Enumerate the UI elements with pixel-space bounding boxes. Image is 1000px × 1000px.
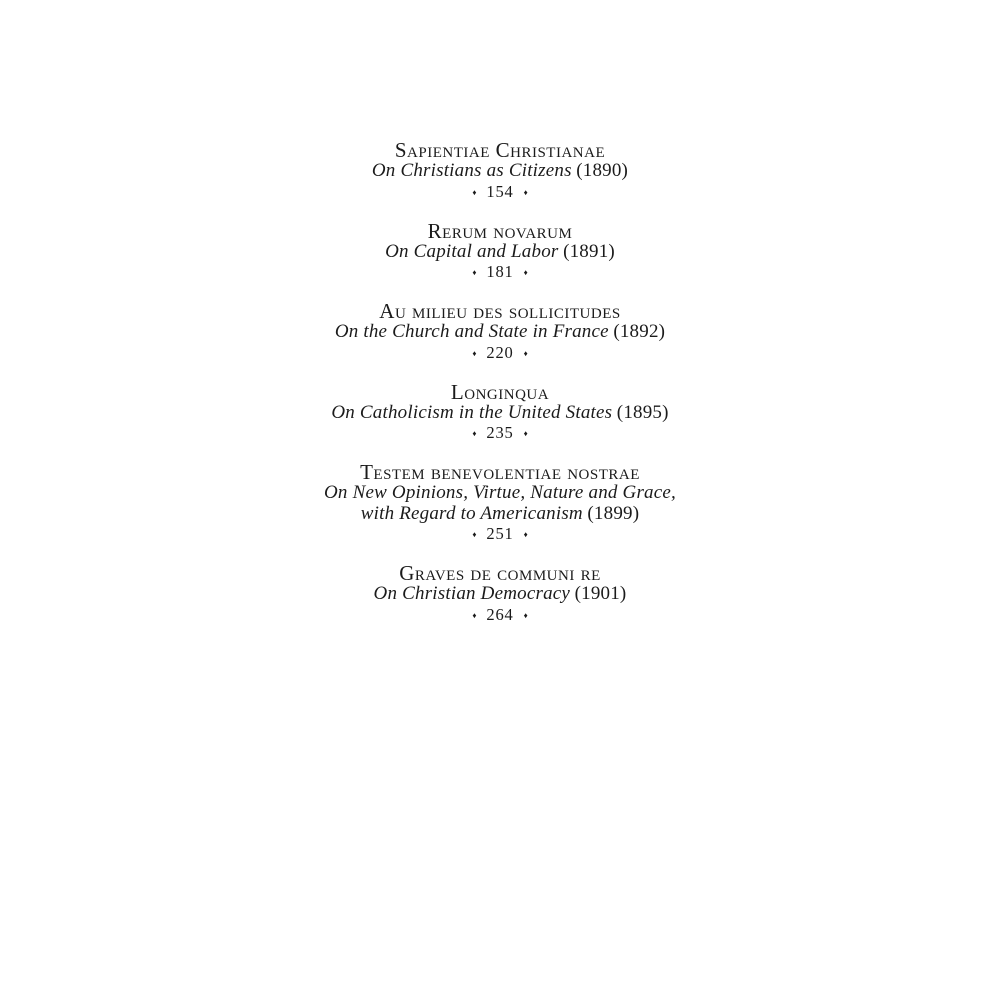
page-number: 154 (486, 181, 514, 201)
toc-entry (0, 379, 1000, 445)
toc-entry (0, 301, 1000, 364)
diamond-bullet-icon: ♦ (523, 268, 528, 277)
subtitle-line (0, 403, 1000, 424)
diamond-bullet-icon: ♦ (472, 429, 477, 438)
encyclical-subtitle (0, 584, 1000, 605)
table-of-contents (0, 140, 1000, 626)
page-number: 264 (486, 604, 514, 624)
subtitle-text: On Catholicism in the United States (331, 401, 613, 423)
page-number-line (0, 262, 1000, 283)
toc-entry (0, 140, 1000, 203)
diamond-bullet-icon: ♦ (523, 187, 528, 197)
encyclical-year: (1891) (563, 240, 615, 262)
subtitle-line (0, 483, 1000, 504)
encyclical-subtitle (0, 403, 1000, 424)
encyclical-title: Longinqua (450, 379, 550, 404)
encyclical-title: Sapientiae Christianae (394, 138, 606, 162)
encyclical-title: Testem benevolentiae nostrae (360, 460, 640, 484)
page-number-line (0, 343, 1000, 364)
encyclical-year: (1890) (576, 160, 629, 181)
page-number: 220 (486, 342, 514, 362)
diamond-bullet-icon: ♦ (523, 530, 528, 539)
subtitle-text: with Regard to Americanism (360, 502, 583, 524)
subtitle-text: On New Opinions, Virtue, Nature and Grace, (324, 482, 676, 503)
encyclical-subtitle (0, 242, 1000, 263)
encyclical-title: Graves de communi re (399, 561, 601, 585)
subtitle-line (0, 584, 1000, 605)
subtitle-line (0, 504, 1000, 525)
encyclical-subtitle (0, 483, 1000, 524)
page-number: 235 (486, 423, 514, 442)
encyclical-title: Au milieu des sollicitudes (379, 299, 621, 323)
toc-entry (0, 563, 1000, 626)
encyclical-title: Rerum novarum (427, 218, 573, 243)
diamond-bullet-icon: ♦ (472, 348, 477, 358)
page-number-line (0, 182, 1000, 203)
encyclical-year: (1899) (587, 502, 640, 524)
subtitle-line (0, 242, 1000, 263)
page-number-line (0, 524, 1000, 545)
page-number: 251 (486, 524, 514, 543)
toc-entry (0, 462, 1000, 545)
encyclical-subtitle (0, 322, 1000, 343)
subtitle-line (0, 322, 1000, 343)
diamond-bullet-icon: ♦ (523, 348, 528, 358)
page-number: 181 (486, 262, 514, 281)
subtitle-line (0, 161, 1000, 182)
subtitle-text: On Christian Democracy (373, 583, 571, 604)
diamond-bullet-icon: ♦ (472, 530, 477, 539)
page-number-line (0, 423, 1000, 444)
subtitle-text: On Capital and Labor (385, 240, 559, 262)
diamond-bullet-icon: ♦ (472, 268, 477, 277)
encyclical-year: (1892) (613, 321, 666, 342)
diamond-bullet-icon: ♦ (472, 610, 477, 620)
subtitle-text: On Christians as Citizens (371, 160, 572, 181)
encyclical-year: (1901) (574, 583, 627, 604)
toc-entry (0, 218, 1000, 284)
subtitle-text: On the Church and State in France (334, 321, 609, 342)
encyclical-year: (1895) (616, 401, 669, 423)
encyclical-subtitle (0, 161, 1000, 182)
diamond-bullet-icon: ♦ (523, 610, 528, 620)
diamond-bullet-icon: ♦ (472, 187, 477, 197)
page-number-line (0, 605, 1000, 626)
diamond-bullet-icon: ♦ (523, 429, 528, 438)
